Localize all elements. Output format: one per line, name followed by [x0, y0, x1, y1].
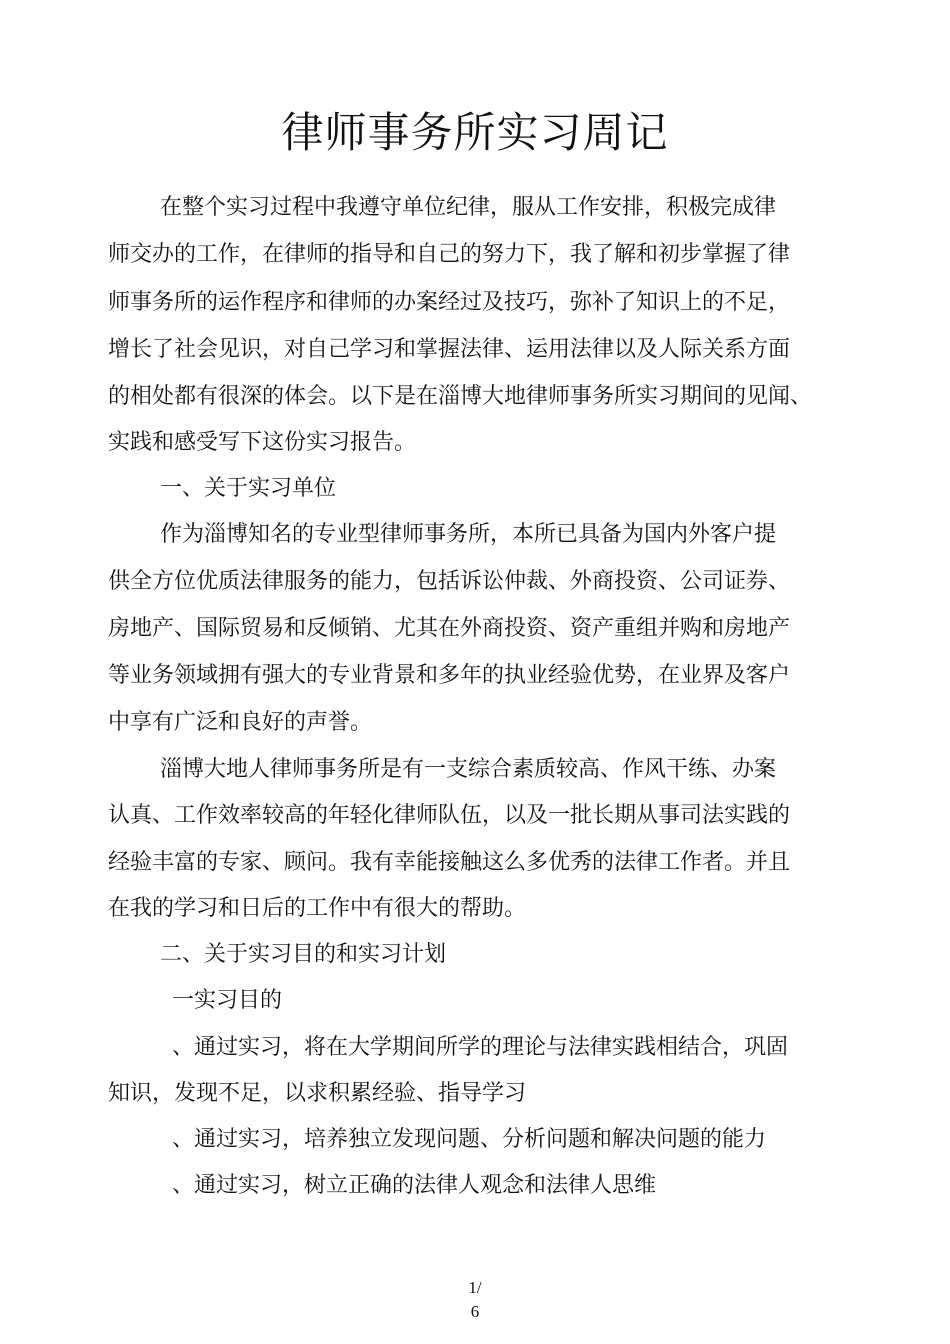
list-item-line: 、通过实习，培养独立发现问题、分析问题和解决问题的能力 — [172, 1127, 767, 1152]
paragraph-line: 增长了社会见识，对自己学习和掌握法律、运用法律以及人际关系方面 — [108, 337, 791, 362]
paragraph-line: 在我的学习和日后的工作中有很大的帮助。 — [108, 896, 527, 921]
page-number — [0, 1276, 950, 1324]
list-item-line: 知识，发现不足，以求积累经验、指导学习 — [108, 1081, 527, 1106]
list-item-line: 、通过实习，树立正确的法律人观念和法律人思维 — [172, 1173, 657, 1198]
paragraph-line: 师事务所的运作程序和律师的办案经过及技巧，弥补了知识上的不足， — [108, 290, 791, 315]
document-title: 律师事务所实习周记 — [281, 108, 669, 157]
section-heading: 一、关于实习单位 — [160, 476, 337, 501]
paragraph-line: 认真、工作效率较高的年轻化律师队伍，以及一批长期从事司法实践的 — [108, 803, 791, 828]
paragraph-line: 的相处都有很深的体会。以下是在淄博大地律师事务所实习期间的见闻、 — [108, 384, 813, 409]
paragraph-line: 作为淄博知名的专业型律师事务所，本所已具备为国内外客户提 — [160, 522, 777, 547]
paragraph-line: 实践和感受写下这份实习报告。 — [108, 430, 417, 455]
page-number-current: 1/ — [468, 1278, 482, 1297]
paragraph-line: 供全方位优质法律服务的能力，包括诉讼仲裁、外商投资、公司证券、 — [108, 569, 791, 594]
paragraph-line: 经验丰富的专家、顾问。我有幸能接触这么多优秀的法律工作者。并且 — [108, 850, 791, 875]
paragraph-line: 房地产、国际贸易和反倾销、尤其在外商投资、资产重组并购和房地产 — [108, 616, 791, 641]
paragraph-line: 淄博大地人律师事务所是有一支综合素质较高、作风干练、办案 — [160, 757, 777, 782]
list-item-line: 、通过实习，将在大学期间所学的理论与法律实践相结合，巩固 — [172, 1035, 789, 1060]
paragraph-line: 在整个实习过程中我遵守单位纪律，服从工作安排，积极完成律 — [160, 195, 777, 220]
page-number-total: 6 — [470, 1302, 480, 1321]
paragraph-line: 等业务领域拥有强大的专业背景和多年的执业经验优势，在业界及客户 — [108, 663, 791, 688]
subsection-heading: 一实习目的 — [172, 988, 283, 1013]
paragraph-line: 中享有广泛和良好的声誉。 — [108, 710, 373, 735]
section-heading: 二、关于实习目的和实习计划 — [160, 942, 447, 967]
paragraph-line: 师交办的工作，在律师的指导和自己的努力下，我了解和初步掌握了律 — [108, 242, 791, 267]
